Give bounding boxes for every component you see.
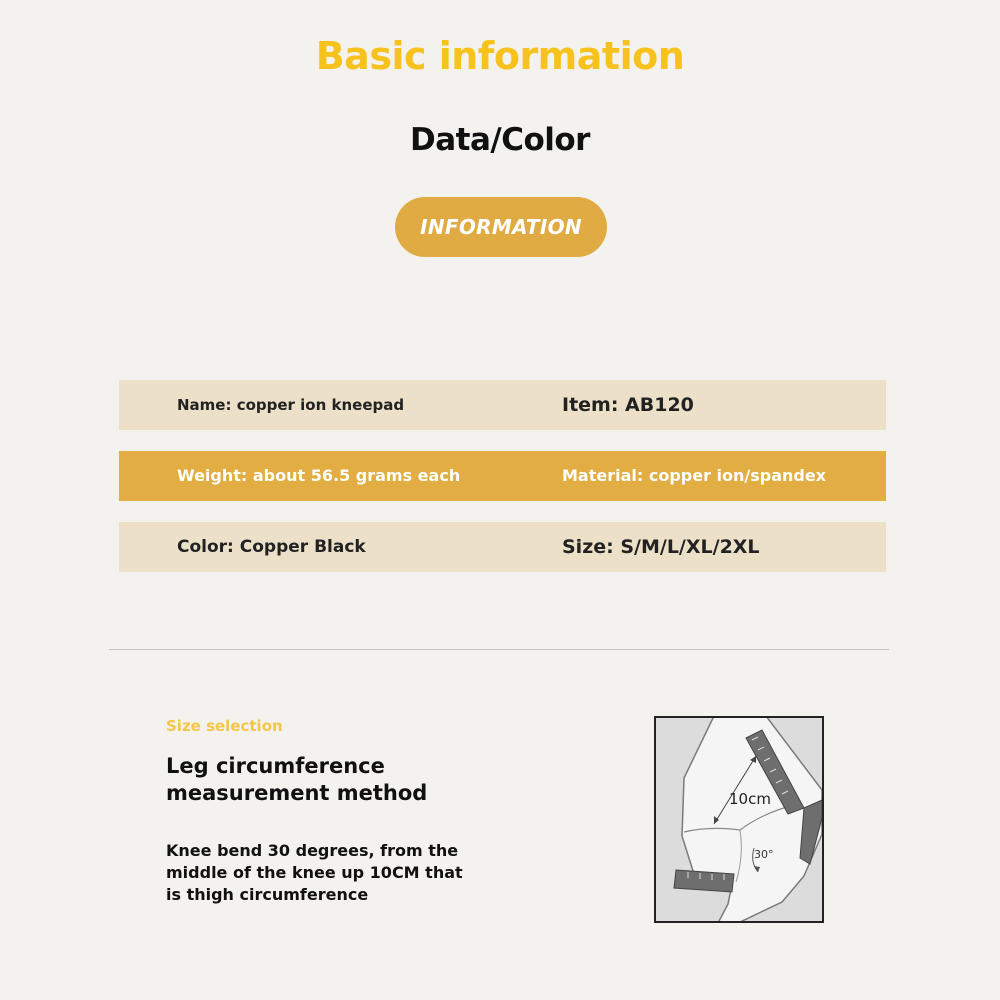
section-subtitle: Data/Color	[410, 122, 590, 158]
calf-tape	[674, 870, 734, 892]
size-selection-label: Size selection	[166, 717, 283, 735]
spec-weight: Weight: about 56.5 grams each	[177, 466, 461, 485]
spec-item: Item: AB120	[562, 394, 694, 416]
spec-row	[119, 451, 886, 501]
spec-name: Name: copper ion kneepad	[177, 396, 405, 414]
spec-size: Size: S/M/L/XL/2XL	[562, 536, 760, 558]
spec-row	[119, 522, 886, 572]
measurement-description: Knee bend 30 degrees, from the middle of the knee up 10CM that is thigh circumference	[166, 841, 463, 904]
page-title: Basic information	[315, 34, 685, 78]
measurement-title: Leg circumference measurement method	[166, 754, 428, 805]
section-divider	[109, 649, 889, 650]
spec-row	[119, 380, 886, 430]
information-badge: INFORMATION	[395, 197, 607, 257]
distance-label: 10cm	[729, 790, 771, 808]
angle-label: 30°	[754, 848, 774, 861]
spec-material: Material: copper ion/spandex	[562, 466, 827, 485]
knee-illustration	[654, 716, 824, 923]
knee-measurement-diagram	[654, 716, 824, 923]
spec-color: Color: Copper Black	[177, 537, 366, 557]
